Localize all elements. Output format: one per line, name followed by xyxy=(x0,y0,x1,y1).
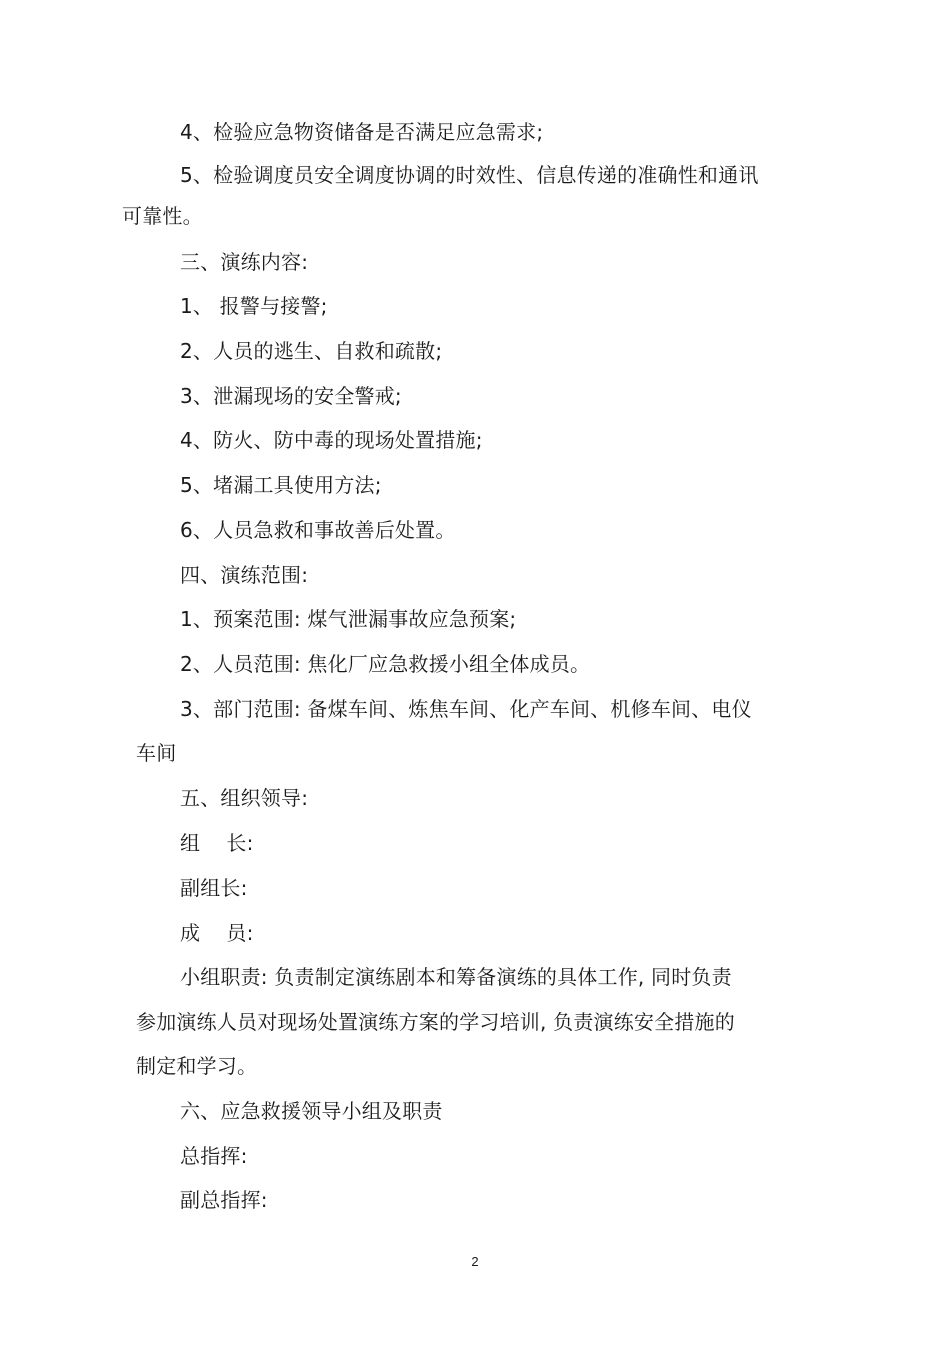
content-item-6: 6、人员急救和事故善后处置。 xyxy=(180,518,456,542)
leader-label: 组 长: xyxy=(180,831,254,855)
deputy-commander-label: 副总指挥: xyxy=(180,1188,268,1212)
commander-label: 总指挥: xyxy=(180,1144,248,1168)
team-duties-line-1: 小组职责: 负责制定演练剧本和筹备演练的具体工作, 同时负责 xyxy=(180,965,732,989)
item-4-supplies: 4、检验应急物资储备是否满足应急需求; xyxy=(180,120,544,144)
deputy-leader-label: 副组长: xyxy=(180,876,248,900)
scope-item-departments-continued: 车间 xyxy=(136,741,177,765)
section-heading-drill-content: 三、演练内容: xyxy=(180,250,309,274)
content-item-2: 2、人员的逃生、自救和疏散; xyxy=(180,339,443,363)
content-item-1: 1、 报警与接警; xyxy=(180,294,328,318)
page-number: 2 xyxy=(471,1254,479,1269)
members-label: 成 员: xyxy=(180,921,254,945)
scope-item-plan: 1、预案范围: 煤气泄漏事故应急预案; xyxy=(180,607,517,631)
scope-item-departments: 3、部门范围: 备煤车间、炼焦车间、化产车间、机修车间、电仪 xyxy=(180,697,752,721)
scope-item-personnel: 2、人员范围: 焦化厂应急救援小组全体成员。 xyxy=(180,652,591,676)
section-heading-rescue-team: 六、应急救援领导小组及职责 xyxy=(180,1099,443,1123)
section-heading-drill-scope: 四、演练范围: xyxy=(180,563,309,587)
section-heading-leadership: 五、组织领导: xyxy=(180,786,309,810)
item-5-dispatch-continued: 可靠性。 xyxy=(122,204,203,228)
content-item-5: 5、堵漏工具使用方法; xyxy=(180,473,382,497)
item-5-dispatch: 5、检验调度员安全调度协调的时效性、信息传递的准确性和通讯 xyxy=(180,163,759,187)
content-item-3: 3、泄漏现场的安全警戒; xyxy=(180,384,402,408)
content-item-4: 4、防火、防中毒的现场处置措施; xyxy=(180,428,483,452)
team-duties-line-3: 制定和学习。 xyxy=(136,1054,258,1078)
team-duties-line-2: 参加演练人员对现场处置演练方案的学习培训, 负责演练安全措施的 xyxy=(136,1010,735,1034)
